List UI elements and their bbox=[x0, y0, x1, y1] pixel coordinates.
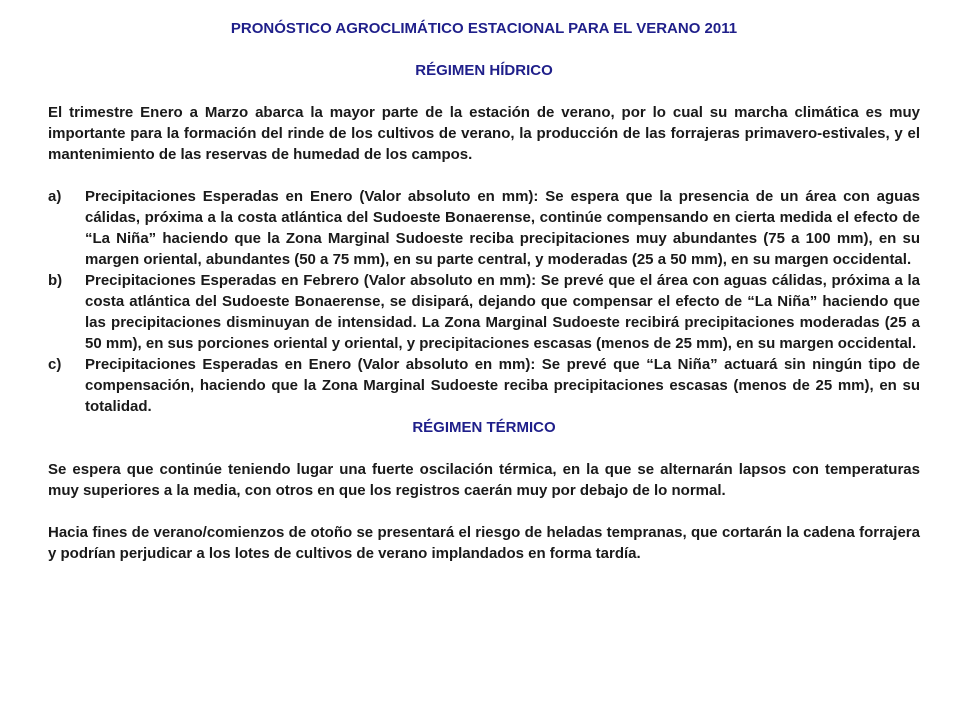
list-item-marker: c) bbox=[48, 356, 62, 373]
section-heading-thermal: RÉGIMEN TÉRMICO bbox=[412, 419, 556, 436]
document-title: PRONÓSTICO AGROCLIMÁTICO ESTACIONAL PARA EL VERANO 2011 bbox=[230, 20, 738, 37]
list-item-marker: a) bbox=[48, 188, 62, 205]
list-item bbox=[48, 186, 920, 270]
list-item-text: Precipitaciones Esperadas en Enero (Valor absoluto en mm): Se espera que la presencia de un área con aguas cálidas, próxima a la costa atlántica del Sudoeste Bonaerense, continúe compensando en cierta medida el efecto de “La Niña” haciendo que la Zona Marginal Sudoeste reciba precipitaciones muy abundantes (75 a 100 mm), en su margen oriental, abundantes (50 a 75 mm), en su parte central, y moderadas (25 a 50 mm), en su margen occidental. bbox=[85, 188, 920, 268]
hydric-intro-paragraph: El trimestre Enero a Marzo abarca la mayor parte de la estación de verano, por lo cual su marcha climática es muy importante para la formación del rinde de los cultivos de verano, la producción de las forrajeras primavero-estivales, y el mantenimiento de las reservas de humedad de los campos. bbox=[48, 104, 920, 163]
list-item-text: Precipitaciones Esperadas en Febrero (Valor absoluto en mm): Se prevé que el área con aguas cálidas, próxima a la costa atlántica del Sudoeste Bonaerense, se disipará, dejando que compensar el efecto de “La Niña” haciendo que las precipitaciones disminuyan de intensidad. La Zona Marginal Sudoeste recibirá precipitaciones moderadas (25 a 50 mm), en sus porciones oriental y oriental, y precipitaciones escasas (menos de 25 mm), en su margen occidental. bbox=[85, 272, 920, 352]
list-item-marker: b) bbox=[48, 272, 63, 289]
thermal-paragraph-oscillation: Se espera que continúe teniendo lugar una fuerte oscilación térmica, en la que se alternarán lapsos con temperaturas muy superiores a la media, con otros en que los registros caerán muy por debajo de lo normal. bbox=[48, 461, 920, 499]
precipitation-list bbox=[48, 186, 920, 417]
document-page bbox=[48, 18, 920, 585]
section-heading-hydric: RÉGIMEN HÍDRICO bbox=[415, 62, 553, 79]
list-item-text: Precipitaciones Esperadas en Enero (Valor absoluto en mm): Se prevé que “La Niña” actuará sin ningún tipo de compensación, haciendo que la Zona Marginal Sudoeste reciba precipitaciones escasas (menos de 25 mm), en su totalidad. bbox=[85, 356, 920, 415]
list-item bbox=[48, 270, 920, 354]
thermal-paragraph-frost: Hacia fines de verano/comienzos de otoño se presentará el riesgo de heladas tempranas, que cortarán la cadena forrajera y podrían perjudicar a los lotes de cultivos de verano implandados en forma tardía. bbox=[48, 524, 920, 562]
list-item bbox=[48, 354, 920, 417]
